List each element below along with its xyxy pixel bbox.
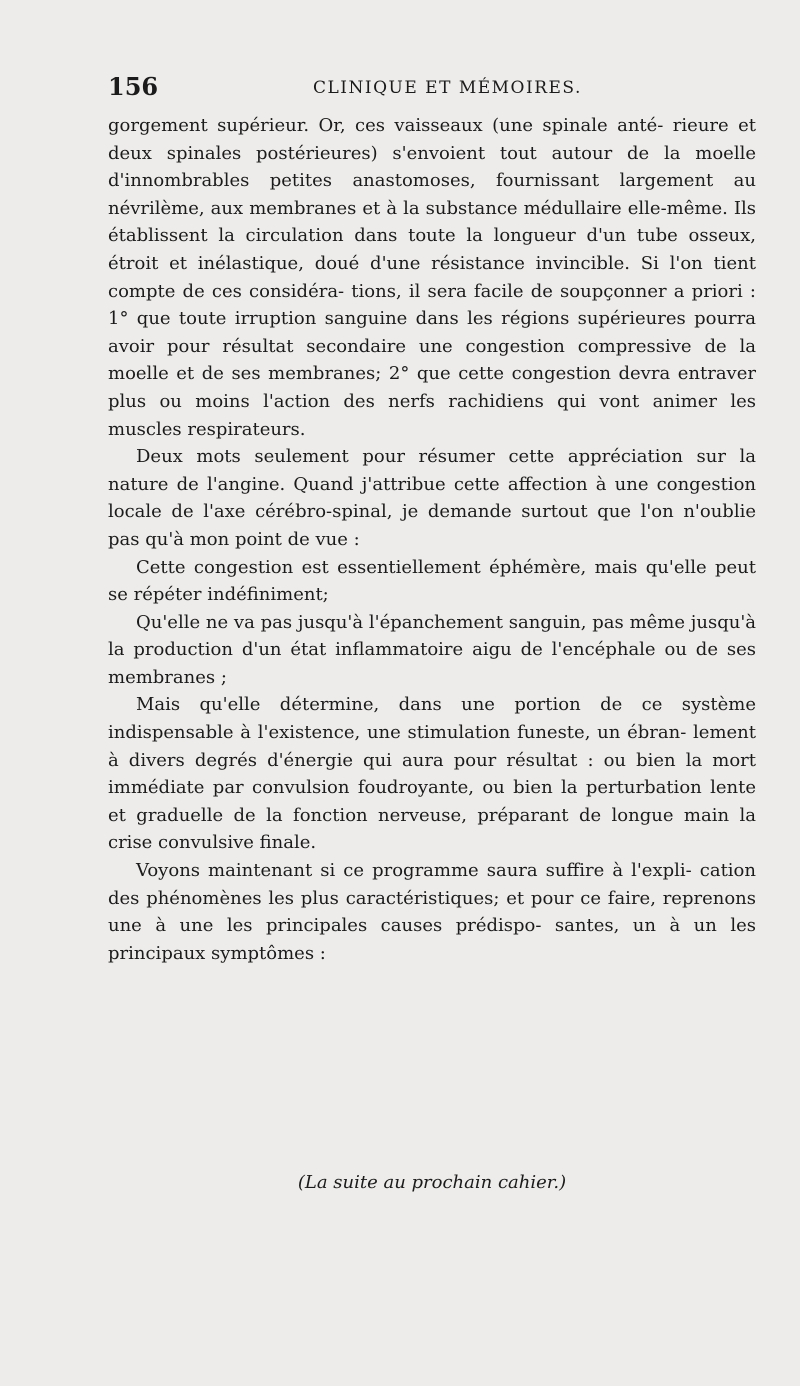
paragraph: Voyons maintenant si ce programme saura suffire à l'expli- cation des phénomènes les plus caractéristiques; et pour ce faire, reprenons une à une les principales causes prédispo- santes, un à un les principaux symptômes : <box>108 860 756 964</box>
paragraph: Qu'elle ne va pas jusqu'à l'épanchement sanguin, pas même jusqu'à la production d'un état inflammatoire aigu de l'encéphale ou de ses membranes ; <box>108 611 756 688</box>
page-number: 156 <box>108 72 159 101</box>
paragraph: Cette congestion est essentiellement éphémère, mais qu'elle peut se répéter indéfiniment; <box>108 556 756 606</box>
paragraph: Mais qu'elle détermine, dans une portion de ce système indispensable à l'existence, une stimulation funeste, un ébran- lement à divers degrés d'énergie qui aura pour résultat : ou bien la mort immédiate par convulsion foudroyante, ou bien la perturbation lente et graduelle de la fonction nerveuse, préparant de longue main la crise convulsive finale. <box>108 694 756 854</box>
paragraph: Deux mots seulement pour résumer cette appréciation sur la nature de l'angine. Quand j'attribue cette affection à une congestion locale de l'axe cérébro-spinal, je demande surtout que l'on n'oublie pas qu'à mon point de vue : <box>108 446 756 550</box>
running-head: CLINIQUE ET MÉMOIRES. <box>313 78 582 98</box>
body-text <box>108 112 756 967</box>
paragraph: gorgement supérieur. Or, ces vaisseaux (une spinale anté- rieure et deux spinales postérieures) s'envoient tout autour de la moelle d'innombrables petites anastomoses, fournissant largement au névrilème, aux membranes et à la substance médullaire elle-même. Ils établissent la circulation dans toute la longueur d'un tube osseux, étroit et inélastique, doué d'une résistance invincible. Si l'on tient compte de ces considéra- tions, il sera facile de soupçonner a priori : 1° que toute irruption sanguine dans les régions supérieures pourra avoir pour résultat secondaire une congestion compressive de la moelle et de ses membranes; 2° que cette congestion devra entraver plus ou moins l'action des nerfs rachidiens qui vont animer les muscles respirateurs. <box>108 115 756 440</box>
page-header <box>108 72 768 108</box>
continuation-note: (La suite au prochain cahier.) <box>297 1172 567 1193</box>
